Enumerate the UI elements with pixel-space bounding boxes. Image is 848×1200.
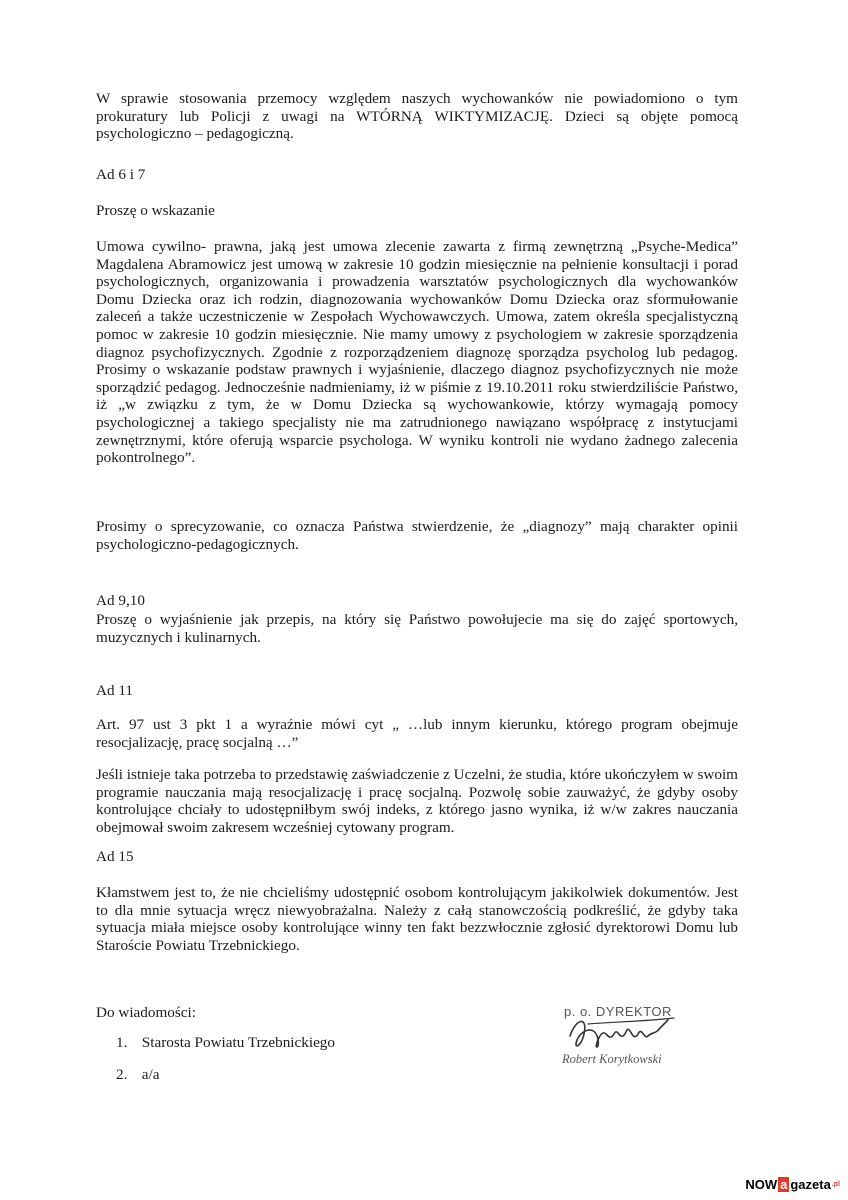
cc-item-number: 2. <box>116 1066 128 1083</box>
logo-part: .pl <box>831 1181 840 1188</box>
cc-label: Do wiadomości: <box>96 1004 196 1021</box>
paragraph-classes: Proszę o wyjaśnienie jak przepis, na który się Państwo powołujecie ma się do zajęć sportowych, muzycznych i kulinarnych. <box>96 611 738 646</box>
paragraph-request: Proszę o wskazanie <box>96 202 215 219</box>
stamp-title: p. o. DYREKTOR <box>564 1004 672 1019</box>
cc-item-text: Starosta Powiatu Trzebnickiego <box>141 1034 335 1051</box>
paragraph-diagnoses: Prosimy o sprecyzowanie, co oznacza Państwa stwierdzenie, że „diagnozy” mają charakter opinii psychologiczno-pedagogicznych. <box>96 518 738 553</box>
paragraph-violence: W sprawie stosowania przemocy względem naszych wychowanków nie powiadomiono o tym prokuratury lub Policji z uwagi na WTÓRNĄ WIKTYMIZACJĘ. Dzieci są objęte pomocą psychologiczno – pedagogiczną. <box>96 90 738 143</box>
logo-part: a <box>780 1177 788 1192</box>
heading-ad-11: Ad 11 <box>96 682 133 699</box>
logo-part: gazeta <box>790 1177 831 1192</box>
cc-item <box>116 1034 335 1052</box>
paragraph-lie: Kłamstwem jest to, że nie chcieliśmy udostępnić osobom kontrolującym jakikolwiek dokumentów. Jest to dla mnie sytuacja wręcz niewyobrażalna. Należy z całą stanowczością podkreślić, że gdyby taka sytuacja miała miejsce osoby kontrolujące winny ten fakt bezzwłocznie zgłosić dyrektorowi Domu lub Staroście Powiatu Trzebnickiego. <box>96 884 738 954</box>
cc-item-text: a/a <box>141 1066 160 1083</box>
paragraph-contract: Umowa cywilno- prawna, jaką jest umowa zlecenie zawarta z firmą zewnętrzną „Psyche-Medica” Magdalena Abramowicz jest umową w zakresie 10 godzin miesięcznie na pełnienie konsultacji i porad psychologicznych, organizowania i prowadzenia warsztatów psychologicznych dla wychowanków Domu Dziecka oraz ich rodzin, diagnozowania wychowanków Domu Dziecka oraz sformułowanie zaleceń a także uczestniczenie w Zespołach Wychowawczych. Umowa, zatem określa specjalistyczną pomoc w zakresie 10 godzin miesięcznie. Nie mamy umowy z psychologiem w zakresie sporządzenia diagnoz psychofizycznych. Zgodnie z rozporządzeniem diagnozę sporządza psycholog lub pedagog. Prosimy o wskazanie podstaw prawnych i wyjaśnienie, dlaczego diagnoz psychofizycznych nie może sporządzić pedagog. Jednocześnie nadmieniamy, iż w piśmie z 19.10.2011 roku stwierdziliście Państwo, iż „w związku z tym, że w Domu Dziecka są wychowankowie, którzy wymagają pomocy psychologicznej a takiego specjalisty nie ma zatrudnionego nawiązano współpracę z instytucjami zewnętrznymi, które oferują wsparcie psychologa. W wyniku kontroli nie wydano żadnego zalecenia pokontrolnego”. <box>96 238 738 467</box>
stamp-name: Robert Korytkowski <box>562 1052 662 1066</box>
heading-ad-15: Ad 15 <box>96 848 134 865</box>
paragraph-university: Jeśli istnieje taka potrzeba to przedstawię zaświadczenie z Uczelni, że studia, które ukończyłem w swoim programie nauczania mają resocjalizację i pracę socjalną. Pozwolę sobie zauważyć, że gdyby osoby kontrolujące chciały to udostępniłbym swój indeks, z którego jasno wynika, iż w/w zakres nauczania obejmował swoim zakresem wcześniej cytowany program. <box>96 766 738 836</box>
signature-stamp <box>548 1004 688 1086</box>
site-logo <box>745 1177 840 1192</box>
heading-ad-6-7: Ad 6 i 7 <box>96 166 146 183</box>
heading-ad-9-10: Ad 9,10 <box>96 592 145 609</box>
paragraph-article-97: Art. 97 ust 3 pkt 1 a wyraźnie mówi cyt „ …lub innym kierunku, którego program obejmuje resocjalizację, pracę socjalną …” <box>96 716 738 751</box>
cc-item <box>116 1066 160 1084</box>
cc-item-number: 1. <box>116 1034 128 1051</box>
logo-part: NOW <box>745 1177 778 1192</box>
